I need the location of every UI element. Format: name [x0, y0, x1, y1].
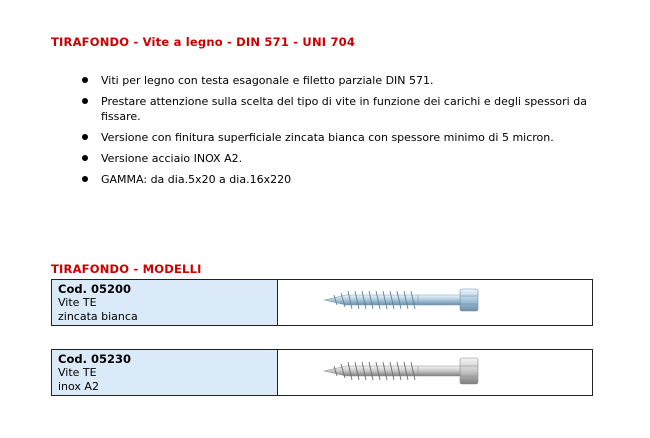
model-finish: zincata bianca	[58, 310, 138, 323]
model-type: Vite TE	[58, 296, 97, 309]
feature-item	[82, 73, 622, 88]
models-section-title: TIRAFONDO - MODELLI	[51, 262, 202, 276]
model-code: Cod. 05200	[58, 282, 131, 296]
model-info	[52, 280, 278, 325]
zinc-screw-icon	[318, 284, 488, 322]
model-finish: inox A2	[58, 380, 99, 393]
feature-text: Prestare attenzione sulla scelta del tipo di vite in funzione dei carichi e degli spessori da fissare.	[101, 95, 587, 123]
model-image	[278, 280, 592, 325]
model-row[interactable]	[51, 349, 593, 396]
feature-item	[82, 94, 622, 124]
bullet-icon	[82, 77, 88, 83]
feature-item	[82, 151, 622, 166]
steel-screw-icon	[318, 354, 488, 392]
feature-text: Versione acciaio INOX A2.	[101, 152, 243, 165]
model-info	[52, 350, 278, 395]
model-code: Cod. 05230	[58, 352, 131, 366]
model-row[interactable]	[51, 279, 593, 326]
bullet-icon	[82, 134, 88, 140]
feature-text: Viti per legno con testa esagonale e filetto parziale DIN 571.	[101, 74, 434, 87]
feature-text: Versione con finitura superficiale zincata bianca con spessore minimo di 5 micron.	[101, 131, 554, 144]
feature-item	[82, 130, 622, 145]
bullet-icon	[82, 98, 88, 104]
model-image	[278, 350, 592, 395]
feature-text: GAMMA: da dia.5x20 a dia.16x220	[101, 173, 292, 186]
bullet-icon	[82, 176, 88, 182]
feature-list	[82, 73, 622, 193]
feature-item	[82, 172, 622, 187]
model-type: Vite TE	[58, 366, 97, 379]
bullet-icon	[82, 155, 88, 161]
page-title: TIRAFONDO - Vite a legno - DIN 571 - UNI 704	[51, 35, 356, 49]
